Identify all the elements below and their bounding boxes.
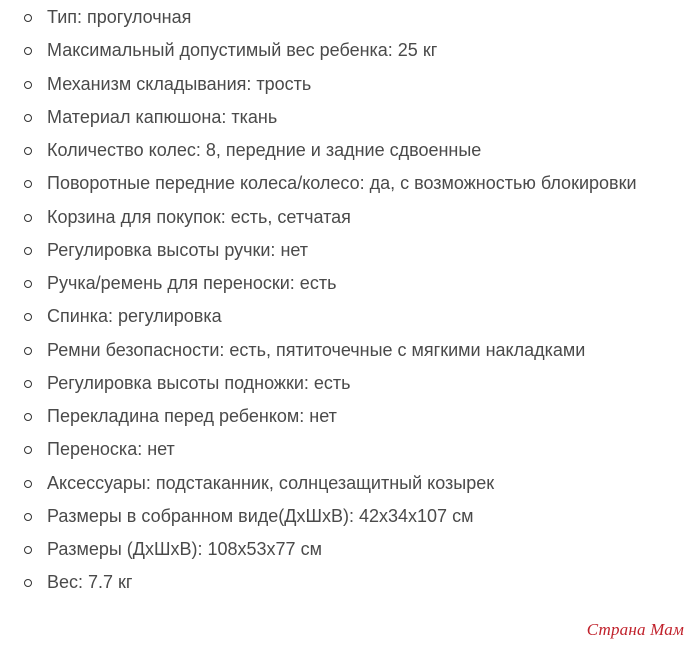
bullet-circle-icon [24, 347, 32, 355]
bullet-circle-icon [24, 513, 32, 521]
spec-item [0, 533, 691, 566]
bullet-circle-icon [24, 380, 32, 388]
spec-item-text: Регулировка высоты ручки: нет [47, 239, 309, 260]
spec-item [0, 68, 691, 101]
spec-item-text: Регулировка высоты подножки: есть [47, 372, 351, 393]
spec-item [0, 367, 691, 400]
spec-item-text: Размеры (ДхШхВ): 108х53х77 см [47, 539, 322, 559]
spec-item [0, 433, 691, 466]
spec-item-text: Ручка/ремень для переноски: есть [47, 273, 337, 293]
spec-item [0, 300, 691, 333]
bullet-circle-icon [24, 480, 32, 488]
spec-item [0, 400, 691, 433]
bullet-circle-icon [24, 47, 32, 55]
spec-item-text: Материал капюшона: ткань [47, 106, 278, 127]
spec-item-text: Поворотные передние колеса/колесо: да, с возможностью блокировки [47, 173, 637, 194]
bullet-circle-icon [24, 114, 32, 122]
bullet-circle-icon [24, 280, 32, 288]
spec-item [0, 467, 691, 500]
spec-item [0, 101, 691, 134]
spec-item [0, 34, 691, 67]
bullet-circle-icon [24, 147, 32, 155]
spec-item-text: Количество колес: 8, передние и задние сдвоенные [47, 140, 482, 160]
spec-item-text: Вес: 7.7 кг [47, 572, 133, 593]
bullet-circle-icon [24, 14, 32, 22]
spec-item [0, 334, 691, 367]
bullet-circle-icon [24, 313, 32, 321]
bullet-circle-icon [24, 446, 32, 454]
bullet-circle-icon [24, 180, 32, 188]
spec-item-text: Тип: прогулочная [47, 7, 192, 27]
bullet-circle-icon [24, 546, 32, 554]
spec-item-text: Спинка: регулировка [47, 306, 222, 327]
bullet-circle-icon [24, 413, 32, 421]
spec-item [0, 201, 691, 234]
spec-item-text: Перекладина перед ребенком: нет [47, 406, 337, 426]
bullet-circle-icon [24, 81, 32, 89]
spec-item-text: Ремни безопасности: есть, пятиточечные с мягкими накладками [47, 339, 586, 360]
spec-list [0, 1, 691, 600]
spec-item [0, 500, 691, 533]
spec-item-text: Переноска: нет [47, 439, 175, 460]
bullet-circle-icon [24, 579, 32, 587]
spec-item [0, 234, 691, 267]
spec-item [0, 1, 691, 34]
bullet-circle-icon [24, 214, 32, 222]
bullet-circle-icon [24, 247, 32, 255]
spec-item-text: Аксессуары: подстаканник, солнцезащитный козырек [47, 472, 495, 493]
spec-item [0, 566, 691, 599]
spec-item [0, 134, 691, 167]
spec-item-text: Размеры в собранном виде(ДхШхВ): 42х34х107 см [47, 505, 474, 526]
spec-item [0, 167, 691, 200]
spec-item-text: Механизм складывания: трость [47, 73, 312, 94]
spec-item-text: Корзина для покупок: есть, сетчатая [47, 206, 351, 227]
spec-item-text: Максимальный допустимый вес ребенка: 25 кг [47, 40, 438, 61]
spec-item [0, 267, 691, 300]
watermark-logo: Страна Мам [586, 620, 684, 639]
